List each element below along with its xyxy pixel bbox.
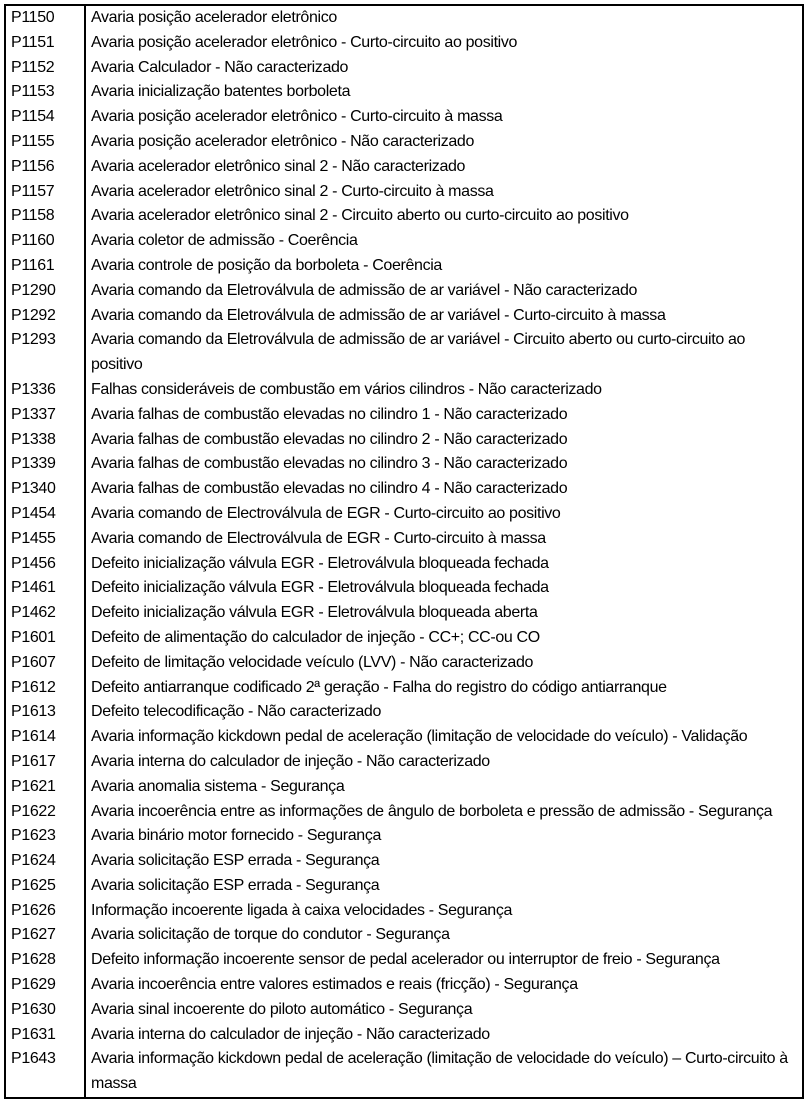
fault-code: P1627 <box>5 923 85 948</box>
fault-code-table <box>4 4 804 1099</box>
fault-description: Defeito antiarranque codificado 2ª geração - Falha do registro do código antiarranque <box>85 676 803 701</box>
fault-code-sheet <box>4 4 802 1099</box>
table-row <box>5 576 803 601</box>
fault-description: Avaria anomalia sistema - Segurança <box>85 775 803 800</box>
fault-description: Avaria falhas de combustão elevadas no cilindro 4 - Não caracterizado <box>85 477 803 502</box>
table-row <box>5 56 803 81</box>
fault-description: Avaria posição acelerador eletrônico <box>85 5 803 31</box>
table-row <box>5 824 803 849</box>
fault-description: Avaria comando de Electroválvula de EGR - Curto-circuito à massa <box>85 527 803 552</box>
table-row <box>5 229 803 254</box>
table-row <box>5 130 803 155</box>
fault-code: P1292 <box>5 304 85 329</box>
fault-description: Avaria posição acelerador eletrônico - Não caracterizado <box>85 130 803 155</box>
fault-code: P1160 <box>5 229 85 254</box>
table-row <box>5 800 803 825</box>
table-row <box>5 5 803 31</box>
fault-code: P1624 <box>5 849 85 874</box>
fault-description: Avaria comando de Electroválvula de EGR - Curto-circuito ao positivo <box>85 502 803 527</box>
fault-description: Avaria sinal incoerente do piloto automático - Segurança <box>85 998 803 1023</box>
table-row <box>5 725 803 750</box>
fault-description: Falhas consideráveis de combustão em vários cilindros - Não caracterizado <box>85 378 803 403</box>
table-row <box>5 31 803 56</box>
fault-description: Defeito inicialização válvula EGR - Eletroválvula bloqueada aberta <box>85 601 803 626</box>
table-row <box>5 155 803 180</box>
fault-code: P1337 <box>5 403 85 428</box>
fault-description: Defeito inicialização válvula EGR - Eletroválvula bloqueada fechada <box>85 576 803 601</box>
fault-code: P1630 <box>5 998 85 1023</box>
table-row <box>5 552 803 577</box>
table-row <box>5 651 803 676</box>
fault-code: P1625 <box>5 874 85 899</box>
table-row <box>5 923 803 948</box>
fault-code: P1290 <box>5 279 85 304</box>
table-row <box>5 180 803 205</box>
table-row <box>5 502 803 527</box>
table-row <box>5 874 803 899</box>
fault-code: P1456 <box>5 552 85 577</box>
fault-code: P1156 <box>5 155 85 180</box>
fault-description: Avaria incoerência entre as informações de ângulo de borboleta e pressão de admissão - Segurança <box>85 800 803 825</box>
fault-description: Avaria coletor de admissão - Coerência <box>85 229 803 254</box>
table-row <box>5 80 803 105</box>
fault-code: P1462 <box>5 601 85 626</box>
table-row <box>5 626 803 651</box>
fault-description: Avaria solicitação de torque do condutor - Segurança <box>85 923 803 948</box>
fault-code: P1622 <box>5 800 85 825</box>
fault-code: P1150 <box>5 5 85 31</box>
fault-code: P1152 <box>5 56 85 81</box>
table-row <box>5 452 803 477</box>
fault-description: Defeito telecodificação - Não caracterizado <box>85 700 803 725</box>
fault-description: Avaria comando da Eletroválvula de admissão de ar variável - Curto-circuito à massa <box>85 304 803 329</box>
fault-code: P1157 <box>5 180 85 205</box>
fault-code: P1293 <box>5 328 85 378</box>
table-row <box>5 328 803 378</box>
fault-description: Avaria interna do calculador de injeção - Não caracterizado <box>85 1023 803 1048</box>
fault-description: Avaria acelerador eletrônico sinal 2 - Não caracterizado <box>85 155 803 180</box>
fault-code: P1626 <box>5 899 85 924</box>
fault-code: P1338 <box>5 428 85 453</box>
fault-code: P1631 <box>5 1023 85 1048</box>
table-row <box>5 948 803 973</box>
fault-description: Avaria incoerência entre valores estimados e reais (fricção) - Segurança <box>85 973 803 998</box>
table-row <box>5 428 803 453</box>
table-row <box>5 1047 803 1098</box>
fault-description: Avaria solicitação ESP errada - Segurança <box>85 849 803 874</box>
fault-description: Informação incoerente ligada à caixa velocidades - Segurança <box>85 899 803 924</box>
fault-description: Defeito informação incoerente sensor de pedal acelerador ou interruptor de freio - Segurança <box>85 948 803 973</box>
fault-description: Avaria acelerador eletrônico sinal 2 - Curto-circuito à massa <box>85 180 803 205</box>
fault-code: P1158 <box>5 204 85 229</box>
fault-description: Avaria posição acelerador eletrônico - Curto-circuito à massa <box>85 105 803 130</box>
fault-code: P1153 <box>5 80 85 105</box>
table-row <box>5 1023 803 1048</box>
fault-code: P1612 <box>5 676 85 701</box>
table-row <box>5 899 803 924</box>
fault-description: Avaria falhas de combustão elevadas no cilindro 2 - Não caracterizado <box>85 428 803 453</box>
table-row <box>5 204 803 229</box>
fault-code: P1621 <box>5 775 85 800</box>
fault-description: Defeito de limitação velocidade veículo (LVV) - Não caracterizado <box>85 651 803 676</box>
table-row <box>5 279 803 304</box>
fault-code: P1617 <box>5 750 85 775</box>
fault-description: Avaria solicitação ESP errada - Segurança <box>85 874 803 899</box>
fault-code: P1161 <box>5 254 85 279</box>
table-row <box>5 750 803 775</box>
fault-description: Avaria informação kickdown pedal de aceleração (limitação de velocidade do veículo) - Validação <box>85 725 803 750</box>
table-row <box>5 998 803 1023</box>
fault-code: P1613 <box>5 700 85 725</box>
fault-description: Avaria comando da Eletroválvula de admissão de ar variável - Não caracterizado <box>85 279 803 304</box>
fault-code: P1628 <box>5 948 85 973</box>
table-row <box>5 527 803 552</box>
fault-description: Avaria controle de posição da borboleta - Coerência <box>85 254 803 279</box>
fault-description: Avaria posição acelerador eletrônico - Curto-circuito ao positivo <box>85 31 803 56</box>
table-row <box>5 254 803 279</box>
table-row <box>5 105 803 130</box>
fault-description: Avaria inicialização batentes borboleta <box>85 80 803 105</box>
fault-code: P1614 <box>5 725 85 750</box>
fault-code: P1340 <box>5 477 85 502</box>
table-row <box>5 676 803 701</box>
fault-description: Avaria binário motor fornecido - Segurança <box>85 824 803 849</box>
fault-code: P1154 <box>5 105 85 130</box>
fault-code: P1155 <box>5 130 85 155</box>
fault-code: P1601 <box>5 626 85 651</box>
fault-description: Avaria acelerador eletrônico sinal 2 - Circuito aberto ou curto-circuito ao positivo <box>85 204 803 229</box>
table-row <box>5 403 803 428</box>
fault-code-rows <box>5 5 803 1098</box>
fault-description: Defeito inicialização válvula EGR - Eletroválvula bloqueada fechada <box>85 552 803 577</box>
fault-code: P1643 <box>5 1047 85 1098</box>
table-row <box>5 849 803 874</box>
fault-description: Avaria Calculador - Não caracterizado <box>85 56 803 81</box>
table-row <box>5 477 803 502</box>
fault-description: Avaria falhas de combustão elevadas no cilindro 1 - Não caracterizado <box>85 403 803 428</box>
fault-code: P1339 <box>5 452 85 477</box>
fault-code: P1151 <box>5 31 85 56</box>
fault-description: Avaria comando da Eletroválvula de admissão de ar variável - Circuito aberto ou curto-circuito ao positivo <box>85 328 803 378</box>
table-row <box>5 775 803 800</box>
table-row <box>5 378 803 403</box>
fault-code: P1607 <box>5 651 85 676</box>
fault-code: P1629 <box>5 973 85 998</box>
fault-code: P1336 <box>5 378 85 403</box>
table-row <box>5 304 803 329</box>
table-row <box>5 601 803 626</box>
fault-code: P1454 <box>5 502 85 527</box>
fault-description: Avaria falhas de combustão elevadas no cilindro 3 - Não caracterizado <box>85 452 803 477</box>
fault-description: Defeito de alimentação do calculador de injeção - CC+; CC-ou CO <box>85 626 803 651</box>
fault-code: P1461 <box>5 576 85 601</box>
fault-description: Avaria informação kickdown pedal de aceleração (limitação de velocidade do veículo) – Curto-circuito à massa <box>85 1047 803 1098</box>
table-row <box>5 700 803 725</box>
table-row <box>5 973 803 998</box>
fault-description: Avaria interna do calculador de injeção - Não caracterizado <box>85 750 803 775</box>
fault-code: P1623 <box>5 824 85 849</box>
fault-code: P1455 <box>5 527 85 552</box>
